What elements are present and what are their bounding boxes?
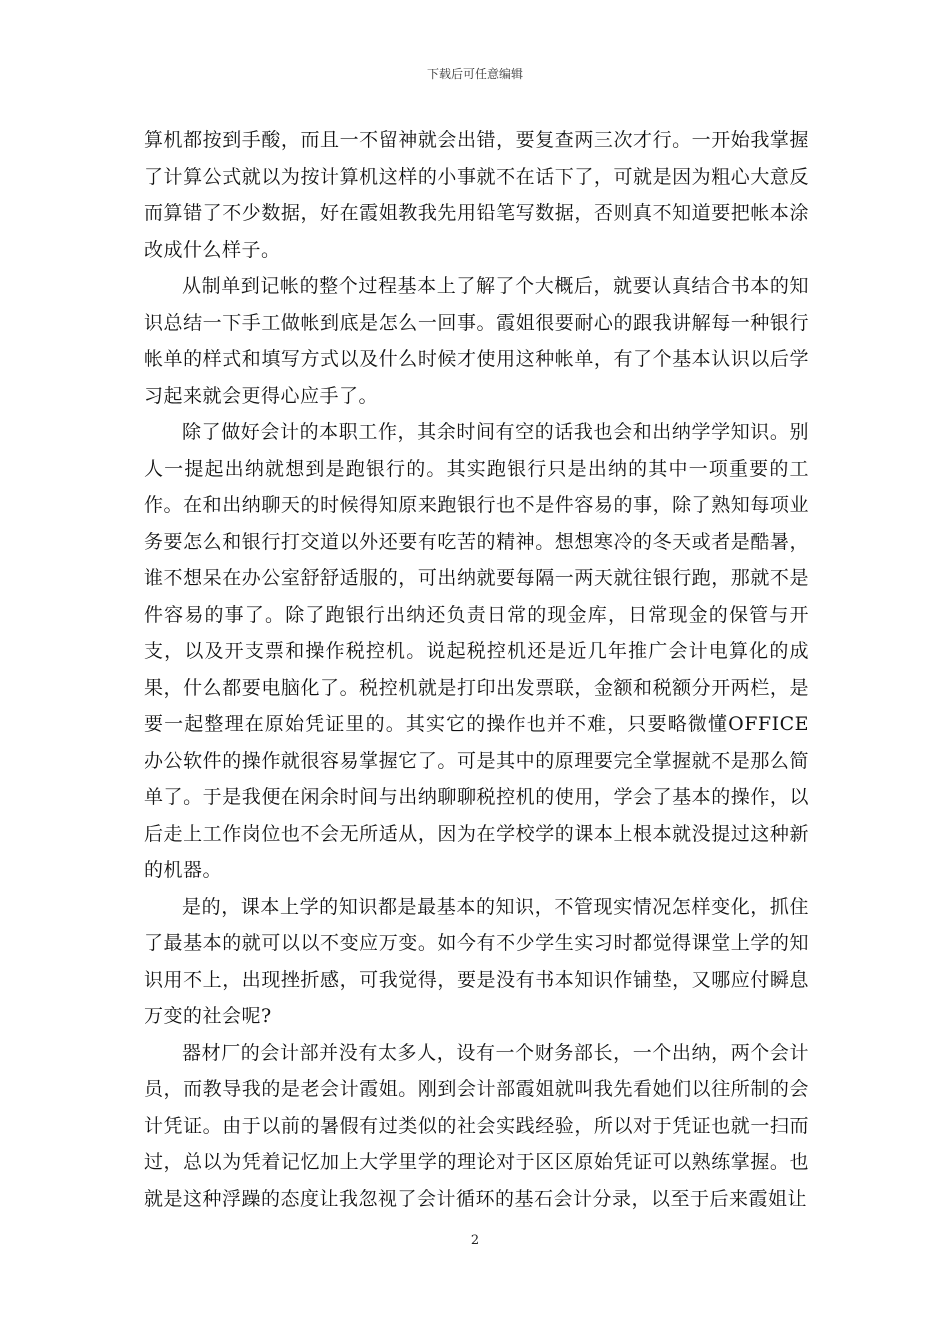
- page-header: 下载后可任意编辑: [426, 67, 523, 81]
- paragraph-continued: 算机都按到手酸，而且一不留神就会出错，要复查两三次才行。一开始我掌握了计算公式就以为按计算机这样的小事就不在话下了，可就是因为粗心大意反而算错了不少数据，好在霞姐教我先用铅笔写数据，否则真不知道要把帐本涂改成什么样子。: [144, 129, 809, 261]
- paragraph: 从制单到记帐的整个过程基本上了解了个大概后，就要认真结合书本的知识总结一下手工做帐到底是怎么一回事。霞姐很要耐心的跟我讲解每一种银行帐单的样式和填写方式以及什么时候才使用这种帐单，有了个基本认识以后学习起来就会更得心应手了。: [144, 275, 809, 407]
- page-number: 2: [470, 1233, 480, 1248]
- paragraph: 是的，课本上学的知识都是最基本的知识，不管现实情况怎样变化，抓住了最基本的就可以以不变应万变。如今有不少学生实习时都觉得课堂上学的知识用不上，出现挫折感，可我觉得，要是没有书本知识作铺垫，又哪应付瞬息万变的社会呢?: [144, 895, 809, 1027]
- document-body: [144, 122, 809, 1217]
- paragraph: 器材厂的会计部并没有太多人，设有一个财务部长，一个出纳，两个会计员，而教导我的是老会计霞姐。刚到会计部霞姐就叫我先看她们以往所制的会计凭证。由于以前的暑假有过类似的社会实践经验，所以对于凭证也就一扫而过，总以为凭着记忆加上大学里学的理论对于区区原始凭证可以熟练掌握。也就是这种浮躁的态度让我忽视了会计循环的基石会计分录，以至于后来霞姐让: [144, 1041, 809, 1210]
- paragraph: 除了做好会计的本职工作，其余时间有空的话我也会和出纳学学知识。别人一提起出纳就想到是跑银行的。其实跑银行只是出纳的其中一项重要的工作。在和出纳聊天的时候得知原来跑银行也不是件容易的事，除了熟知每项业务要怎么和银行打交道以外还要有吃苦的精神。想想寒冷的冬天或者是酷暑，谁不想呆在办公室舒舒适服的，可出纳就要每隔一两天就往银行跑，那就不是件容易的事了。除了跑银行出纳还负责日常的现金库，日常现金的保管与开支，以及开支票和操作税控机。说起税控机还是近几年推广会计电算化的成果，什么都要电脑化了。税控机就是打印出发票联，金额和税额分开两栏，是要一起整理在原始凭证里的。其实它的操作也并不难，只要略微懂OFFICE办公软件的操作就很容易掌握它了。可是其中的原理要完全掌握就不是那么简单了。于是我便在闲余时间与出纳聊聊税控机的使用，学会了基本的操作，以后走上工作岗位也不会无所适从，因为在学校学的课本上根本就没提过这种新的机器。: [144, 421, 809, 881]
